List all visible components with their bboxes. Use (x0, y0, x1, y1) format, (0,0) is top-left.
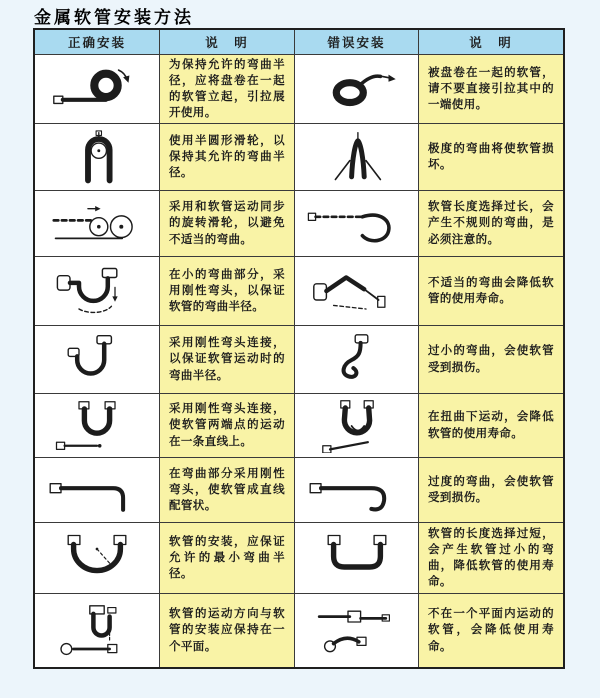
correct-note-cell (159, 191, 294, 256)
coil-pulled-hose-icon (299, 62, 415, 116)
straight-piping-icon (39, 463, 155, 517)
correct-note-cell (159, 394, 294, 457)
correct-note-text: 软管的安装，应保证允许的最小弯曲半径。 (169, 535, 285, 581)
table-header-row (35, 30, 563, 54)
wrong-note-text: 在扭曲下运动，会降低软管的使用寿命。 (428, 411, 554, 440)
min-bend-radius-icon (39, 531, 155, 585)
correct-image-cell (35, 326, 159, 393)
correct-note-cell (159, 257, 294, 325)
correct-image-cell (35, 257, 159, 325)
correct-image-cell (35, 523, 159, 593)
page-title: 金属软管安装方法 (34, 8, 194, 27)
extreme-bend-icon (299, 130, 415, 184)
rigid-elbow-small-bend-icon (39, 264, 155, 318)
wrong-image-cell (294, 394, 418, 457)
wrong-image-cell (294, 124, 418, 190)
correct-note-cell (159, 326, 294, 393)
wrong-note-text: 被盘卷在一起的软管，请不要直接引拉其中的一端使用。 (428, 66, 554, 112)
table-row (35, 54, 563, 123)
wrong-note-cell (418, 523, 563, 593)
wrong-note-cell (418, 257, 563, 325)
improper-bend-icon (299, 264, 415, 318)
correct-note-cell (159, 523, 294, 593)
wrong-note-cell (418, 326, 563, 393)
rotating-pulley-icon (39, 197, 155, 251)
correct-note-cell (159, 594, 294, 667)
table-row (35, 522, 563, 593)
wrong-note-text: 过小的弯曲，会使软管受到损伤。 (428, 345, 554, 374)
correct-image-cell (35, 594, 159, 667)
semicircular-pulley-icon (39, 130, 155, 184)
header-correct-note: 说 明 (159, 30, 294, 54)
overbent-elbow-icon (299, 463, 415, 517)
header-wrong-install: 错误安装 (294, 30, 418, 54)
correct-note-text: 采用刚性弯头连接，以保证软管运动时的弯曲半径。 (169, 337, 285, 382)
correct-note-text: 软管的运动方向与软管的安装应保持在一个平面。 (169, 608, 285, 653)
wrong-note-cell (418, 191, 563, 256)
header-correct-install: 正确安装 (67, 36, 126, 50)
correct-note-text: 使用半圆形滑轮，以保持其允许的弯曲半径。 (169, 134, 285, 180)
wrong-note-text: 极度的弯曲将使软管损坏。 (428, 142, 554, 171)
wrong-image-cell (294, 191, 418, 256)
correct-image-cell (35, 55, 159, 123)
table-row (35, 325, 563, 393)
wrong-image-cell (294, 326, 418, 393)
wrong-note-text: 不适当的弯曲会降低软管的使用寿命。 (428, 276, 554, 305)
correct-note-text: 在弯曲部分采用刚性弯头，使软管成直线配管状。 (169, 467, 285, 513)
table-row (35, 593, 563, 667)
wrong-note-cell (418, 55, 563, 123)
wrong-note-cell (418, 124, 563, 190)
table-row (35, 123, 563, 190)
correct-note-cell (159, 124, 294, 190)
table-row (35, 393, 563, 457)
off-plane-motion-icon (299, 604, 415, 658)
correct-note-text: 采用刚性弯头连接，使软管两端点的运动在一条直线上。 (169, 403, 285, 448)
correct-note-text: 在小的弯曲部分，采用刚性弯头，以保证软管的弯曲半径。 (169, 268, 285, 314)
correct-note-cell (159, 55, 294, 123)
correct-image-cell (35, 124, 159, 190)
wrong-image-cell (294, 257, 418, 325)
inline-motion-icon (39, 399, 155, 453)
wrong-note-cell (418, 594, 563, 667)
correct-note-text: 为保持允许的弯曲半径，应将盘卷在一起的软管立起，引拉展开使用。 (169, 58, 285, 120)
coil-standing-hose-icon (39, 62, 155, 116)
correct-note-text: 采用和软管运动同步的旋转滑轮，以避免不适当的弯曲。 (169, 201, 285, 246)
wrong-note-text: 不在一个平面内运动的软管，会降低使用寿命。 (428, 608, 554, 653)
correct-image-cell (35, 458, 159, 522)
header-wrong-note: 说 明 (418, 30, 563, 54)
table-row (35, 190, 563, 256)
wrong-note-cell (418, 394, 563, 457)
correct-image-cell (35, 394, 159, 457)
same-plane-motion-icon (39, 604, 155, 658)
correct-image-cell (35, 191, 159, 256)
wrong-image-cell (294, 458, 418, 522)
table-row (35, 256, 563, 325)
wrong-note-text: 过度的弯曲，会使软管受到损伤。 (428, 475, 554, 504)
too-short-hose-icon (299, 531, 415, 585)
overlong-hose-icon (299, 197, 415, 251)
wrong-image-cell (294, 55, 418, 123)
correct-note-cell (159, 458, 294, 522)
wrong-image-cell (294, 523, 418, 593)
wrong-note-cell (418, 458, 563, 522)
table-body (35, 54, 563, 667)
rigid-elbow-connect-icon (39, 333, 155, 387)
twisted-motion-icon (299, 399, 415, 453)
wrong-image-cell (294, 594, 418, 667)
wrong-note-text: 软管长度选择过长，会产生不规则的弯曲，是必须注意的。 (428, 201, 554, 246)
table-row (35, 457, 563, 522)
too-small-bend-icon (299, 333, 415, 387)
wrong-note-text: 软管的长度选择过短，会产生软管过小的弯曲，降低软管的使用寿命。 (428, 527, 554, 589)
installation-table (33, 28, 565, 669)
